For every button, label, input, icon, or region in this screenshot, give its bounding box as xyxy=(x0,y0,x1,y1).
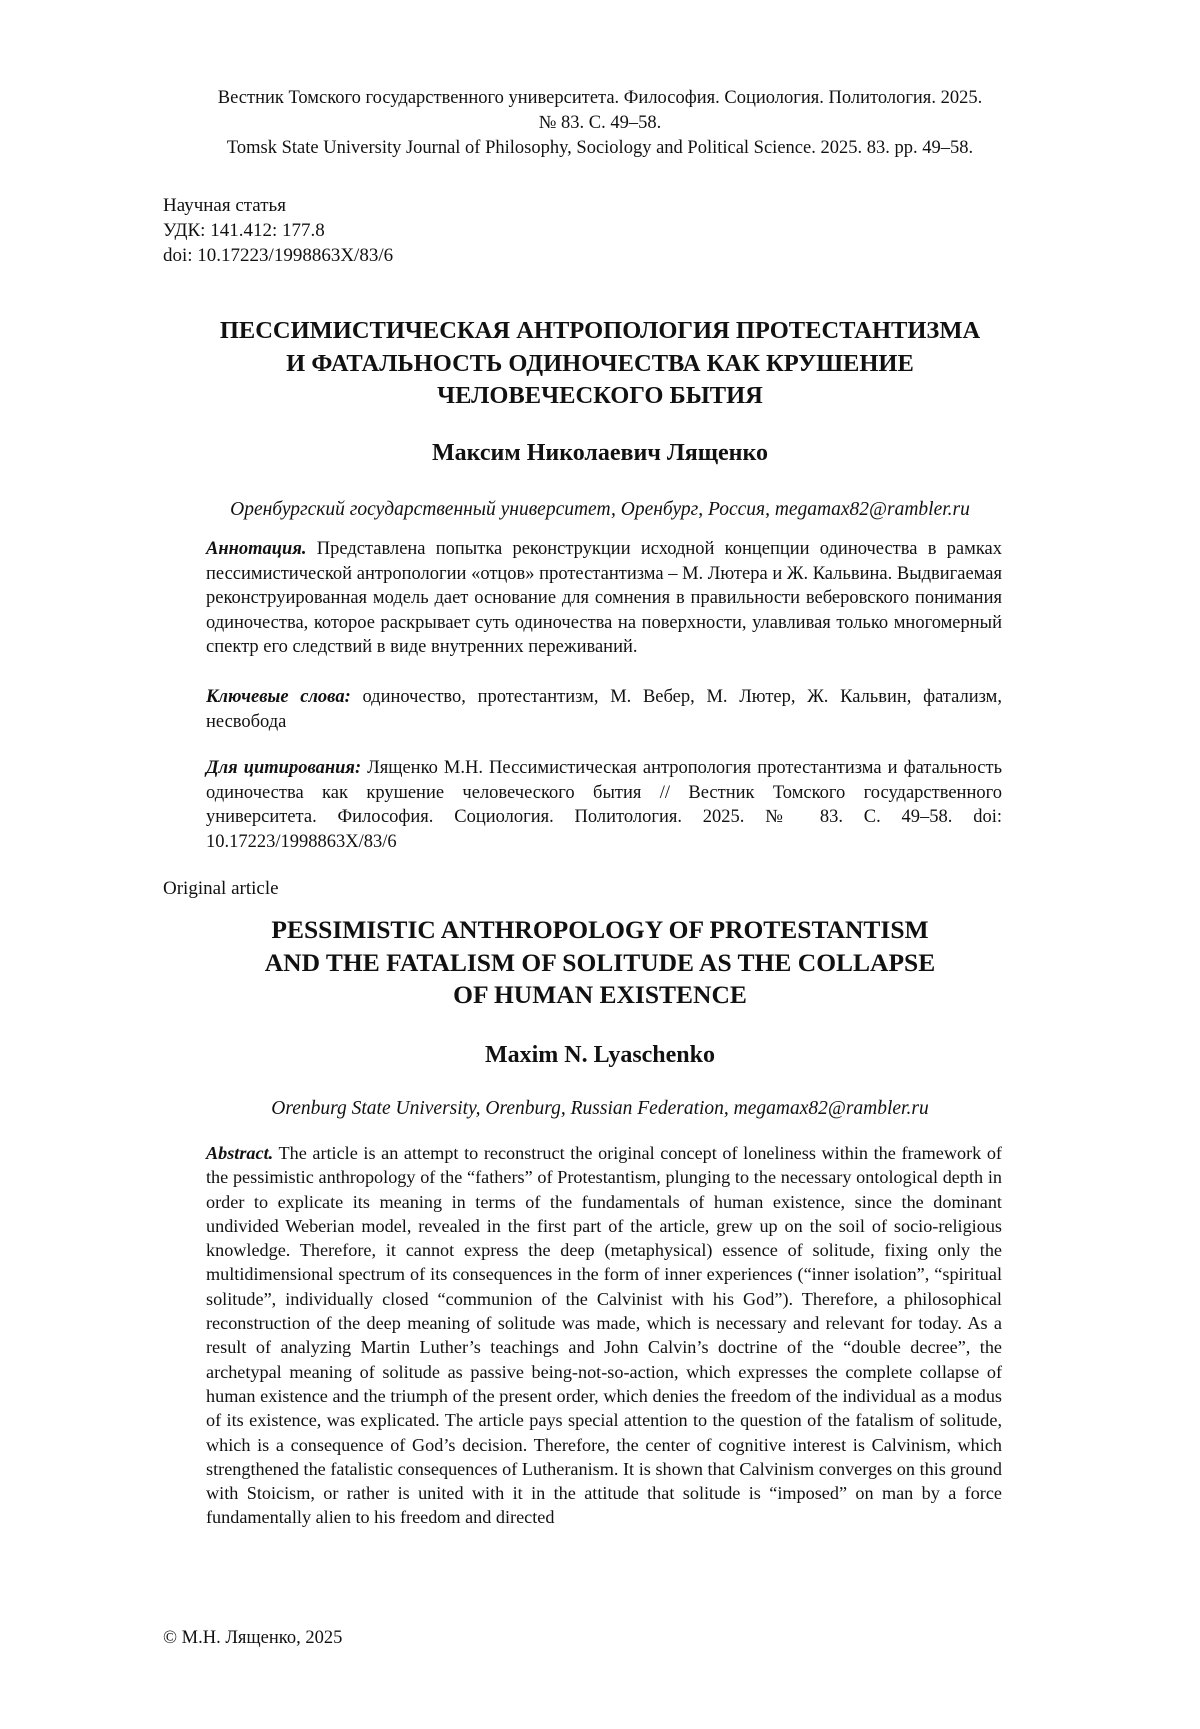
article-type-ru: Научная статья xyxy=(163,195,286,216)
abstract-en xyxy=(206,1141,1002,1530)
title-ru-line-2: И ФАТАЛЬНОСТЬ ОДИНОЧЕСТВА КАК КРУШЕНИЕ xyxy=(286,349,914,377)
abstract-en-label: Abstract. xyxy=(206,1143,274,1163)
keywords-ru-label: Ключевые слова: xyxy=(206,687,351,707)
journal-header xyxy=(160,86,1040,161)
keywords-ru xyxy=(206,685,1002,734)
title-en-line-2: AND THE FATALISM OF SOLITUDE AS THE COLLAPSE xyxy=(264,947,936,977)
affiliation-ru: Оренбургский государственный университет, Оренбург, Россия, megamax82@rambler.ru xyxy=(230,499,970,520)
affiliation-en: Orenburg State University, Orenburg, Russian Federation, megamax82@rambler.ru xyxy=(271,1098,929,1119)
article-type-en: Original article xyxy=(163,878,279,899)
journal-header-ru: Вестник Томского государственного университета. Философия. Социология. Политология. 2025. xyxy=(217,88,983,108)
abstract-ru-label: Аннотация. xyxy=(206,539,307,559)
citation-ru-label: Для цитирования: xyxy=(206,758,362,778)
journal-issue-pages: № 83. С. 49–58. xyxy=(538,113,662,133)
citation-ru xyxy=(206,756,1002,854)
title-ru xyxy=(150,315,1050,413)
doi-link[interactable]: doi: 10.17223/1998863X/83/6 xyxy=(163,245,394,266)
title-en-line-3: OF HUMAN EXISTENCE xyxy=(453,980,747,1009)
copyright-notice: © М.Н. Лященко, 2025 xyxy=(163,1628,343,1648)
abstract-ru xyxy=(206,537,1002,660)
title-ru-line-3: ЧЕЛОВЕЧЕСКОГО БЫТИЯ xyxy=(437,382,763,409)
article-meta xyxy=(163,193,393,268)
udc-code: УДК: 141.412: 177.8 xyxy=(163,220,325,241)
author-en: Maxim N. Lyaschenko xyxy=(484,1042,715,1068)
abstract-en-text: The article is an attempt to reconstruct the original concept of loneliness within the framework of the pessimistic anthropology of the “fathers” of Protestantism, plunging to the necessary ontological depth in order to explicate its meaning in terms of the fundamentals of human existence, since the dominant undivided Weberian model, revealed in the first part of the article, grew up on the soil of socio-religious knowledge. Therefore, it cannot express the deep (metaphysical) essence of solitude, fixing only the multidimensional spectrum of its consequences in the form of inner experiences (“inner isolation”, “spiritual solitude”, individually closed “communion of the Calvinist with his God”). Therefore, a philosophical reconstruction of the deep meaning of solitude was made, which is necessary and relevant for today. As a result of analyzing Martin Luther’s teachings and John Calvin’s doctrine of the “double decree”, the archetypal meaning of solitude as passive being-not-so-action, which expresses the complete collapse of human existence and the triumph of the present order, which denies the freedom of the individual as a modus of its existence, was explicated. The article pays special attention to the question of the fatalism of solitude, which is a consequence of God’s decision. Therefore, the center of cognitive interest is Calvinism, which strengthened the fatalistic consequences of Lutheranism. It is shown that Calvinism converges on this ground with Stoicism, or rather is united with it in the attitude that solitude is “imposed” on man by a force fundamentally alien to his freedom and directed xyxy=(206,1143,1002,1528)
title-ru-line-1: ПЕССИМИСТИЧЕСКАЯ АНТРОПОЛОГИЯ ПРОТЕСТАНТИЗМА xyxy=(219,317,981,344)
keywords-ru-text: одиночество, протестантизм, М. Вебер, М. Лютер, Ж. Кальвин, фатализм, несвобода xyxy=(206,687,1003,732)
journal-header-en: Tomsk State University Journal of Philosophy, Sociology and Political Science. 2025. 83. pp. 49–58. xyxy=(226,138,974,158)
citation-ru-text: Лященко М.Н. Пессимистическая антропология протестантизма и фатальность одиночества как крушение человеческого бытия // Вестник Томского государственного университета. Философия. Социология. Политология. 2025. № 83. С. 49–58. doi: 10.17223/1998863X/83/6 xyxy=(206,758,1003,852)
abstract-ru-text: Представлена попытка реконструкции исходной концепции одиночества в рамках пессимистической антропологии «отцов» протестантизма – М. Лютера и Ж. Кальвина. Выдвигаемая реконструированная модель дает основание для сомнения в правильности веберовского понимания одиночества, которое раскрывает суть одиночества на поверхности, улавливая только многомерный спектр его следствий в виде внутренних переживаний. xyxy=(206,539,1002,658)
author-ru: Максим Николаевич Лященко xyxy=(432,440,768,466)
title-en-line-1: PESSIMISTIC ANTHROPOLOGY OF PROTESTANTISM xyxy=(271,915,929,944)
title-en xyxy=(150,914,1050,1012)
